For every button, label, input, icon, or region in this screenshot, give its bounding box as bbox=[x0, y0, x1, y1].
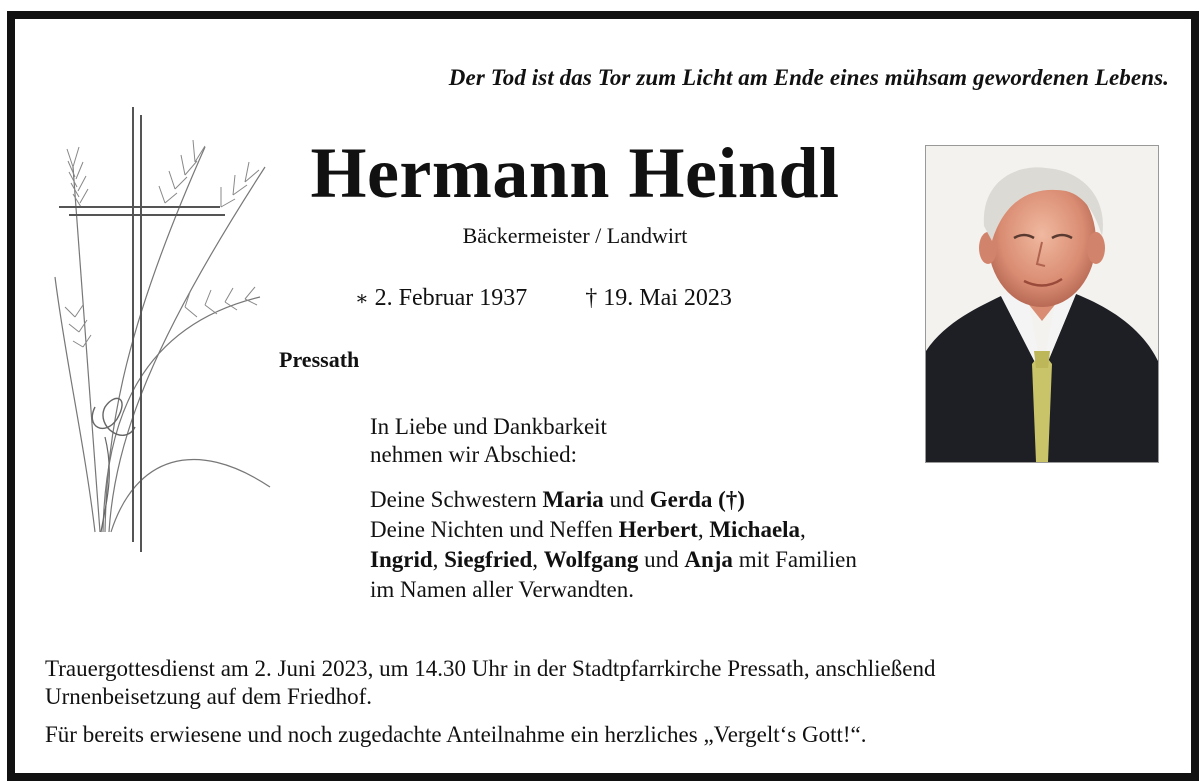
service-line-1: Trauergottesdienst am 2. Juni 2023, um 14.30 Uhr in der Stadtpfarrkirche Pressath, anschließend bbox=[45, 656, 936, 681]
place: Pressath bbox=[279, 347, 360, 372]
obituary-frame bbox=[7, 11, 1199, 781]
family-line-4: im Namen aller Verwandten. bbox=[370, 577, 634, 602]
portrait-image bbox=[926, 146, 1158, 462]
profession: Bäckermeister / Landwirt bbox=[462, 223, 688, 248]
service-line-2: Urnenbeisetzung auf dem Friedhof. bbox=[45, 684, 373, 709]
deceased-name: Hermann Heindl bbox=[310, 133, 840, 213]
family-line-1: Deine Schwestern Maria und Gerda (†) bbox=[370, 487, 745, 512]
death-date: 19. Mai 2023 bbox=[603, 285, 732, 311]
farewell-line-1: In Liebe und Dankbarkeit bbox=[370, 414, 607, 439]
name-siegfried: Siegfried bbox=[444, 547, 533, 572]
family-line-2: Deine Nichten und Neffen Herbert, Michaela, bbox=[370, 517, 806, 542]
name-maria: Maria bbox=[542, 487, 604, 512]
family-line-3: Ingrid, Siegfried, Wolfgang und Anja mit Familien bbox=[370, 547, 857, 572]
farewell-line-2: nehmen wir Abschied: bbox=[370, 442, 577, 467]
service-info bbox=[45, 655, 1165, 711]
farewell-text bbox=[370, 413, 607, 469]
life-dates bbox=[355, 285, 732, 312]
name-ingrid: Ingrid bbox=[370, 547, 433, 572]
birth-symbol: ∗ bbox=[355, 288, 369, 310]
motto: Der Tod ist das Tor zum Licht am Ende eines mühsam gewordenen Lebens. bbox=[448, 65, 1169, 90]
portrait-photo bbox=[925, 145, 1159, 463]
birth-date: 2. Februar 1937 bbox=[374, 285, 528, 311]
name-anja: Anja bbox=[684, 547, 733, 572]
family-list bbox=[370, 485, 857, 605]
name-herbert: Herbert bbox=[618, 517, 698, 542]
name-wolfgang: Wolfgang bbox=[543, 547, 639, 572]
death-symbol: † bbox=[585, 285, 598, 311]
name-michaela: Michaela bbox=[709, 517, 801, 542]
thanks-text: Für bereits erwiesene und noch zugedachte Anteilnahme ein herzliches „Vergelt‘s Gott!“. bbox=[45, 722, 867, 747]
name-gerda: Gerda (†) bbox=[649, 487, 745, 512]
